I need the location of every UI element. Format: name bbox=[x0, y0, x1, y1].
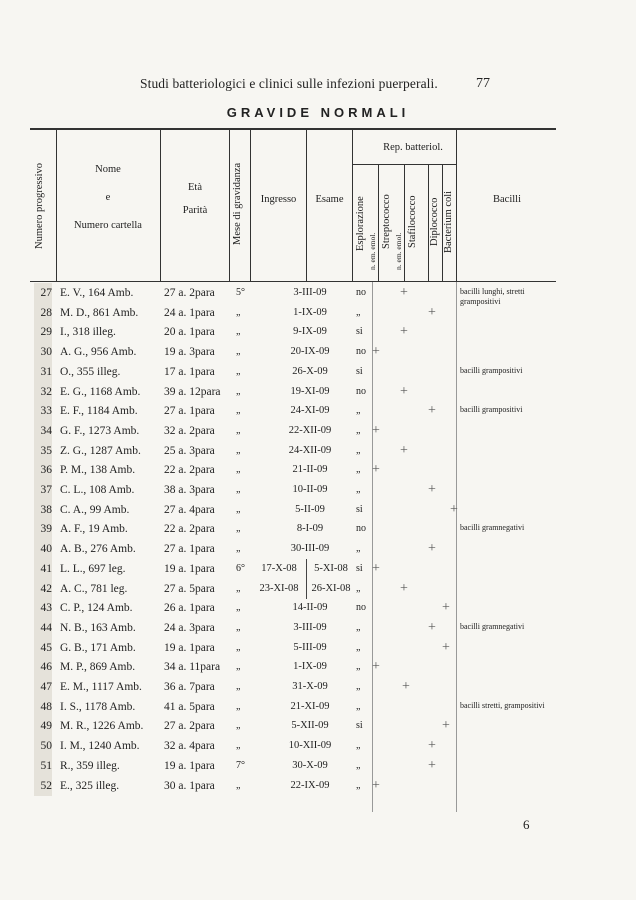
row-number: 27 bbox=[34, 283, 52, 303]
row-name: M. R., 1226 Amb. bbox=[60, 720, 144, 733]
row-eta-parita: 20 a. 1para bbox=[164, 326, 215, 339]
running-title: Studi batteriologici e clinici sulle infezioni puerperali. bbox=[140, 76, 438, 91]
table-header-rule bbox=[30, 281, 556, 282]
section-title: GRAVIDE NORMALI bbox=[226, 105, 410, 120]
row-name: C. P., 124 Amb. bbox=[60, 602, 133, 615]
row-name: C. A., 99 Amb. bbox=[60, 503, 130, 516]
row-number: 36 bbox=[34, 460, 52, 480]
row-eta-parita: 27 a. 1para bbox=[164, 543, 215, 556]
row-eta-parita: 27 a. 4para bbox=[164, 503, 215, 516]
col-header-nome: Nome bbox=[95, 164, 121, 175]
col-header-bacterium-coli: Bacterium coli bbox=[443, 190, 454, 254]
col-divider bbox=[229, 128, 230, 282]
row-ingresso: 24-XII-09 bbox=[288, 444, 332, 456]
table-top-rule-2 bbox=[30, 129, 556, 130]
row-mese: „ bbox=[236, 641, 241, 653]
row-esplorazione: no bbox=[356, 346, 366, 358]
row-ingresso: 1-IX-09 bbox=[293, 661, 327, 673]
row-name: A. C., 781 leg. bbox=[60, 582, 128, 595]
row-eta-parita: 36 a. 7para bbox=[164, 681, 215, 693]
positive-mark: + bbox=[428, 403, 436, 419]
row-name: E. V., 164 Amb. bbox=[60, 287, 134, 299]
row-eta-parita: 27 a. 1para bbox=[164, 405, 215, 418]
row-ingresso: 14-II-09 bbox=[292, 602, 328, 614]
row-name: E. G., 1168 Amb. bbox=[60, 385, 141, 398]
col-divider bbox=[56, 128, 57, 282]
col-header-rep-batteriol: Rep. batteriol. bbox=[383, 142, 443, 153]
table-row bbox=[0, 756, 636, 776]
table-row bbox=[0, 638, 636, 658]
row-ingresso: 30-X-09 bbox=[292, 759, 328, 771]
positive-mark: + bbox=[372, 422, 380, 438]
row-number: 35 bbox=[34, 441, 52, 461]
table-row bbox=[0, 716, 636, 736]
positive-mark: + bbox=[428, 738, 436, 754]
positive-mark: + bbox=[428, 482, 436, 497]
col-header-parita: Parità bbox=[182, 205, 208, 216]
row-ingresso: 31-X-09 bbox=[292, 681, 328, 692]
row-mese: 7° bbox=[236, 759, 245, 771]
row-bacilli: bacilli grampositivi bbox=[460, 365, 523, 375]
col-divider bbox=[378, 164, 379, 282]
row-number: 39 bbox=[34, 519, 52, 539]
row-esplorazione: no bbox=[356, 602, 366, 614]
table-row bbox=[0, 460, 636, 480]
col-header-bacilli: Bacilli bbox=[493, 194, 521, 205]
row-eta-parita: 22 a. 2para bbox=[164, 464, 215, 477]
row-mese: „ bbox=[236, 306, 241, 318]
row-bacilli: bacilli lunghi, stretti grampositivi bbox=[460, 287, 525, 306]
table-row bbox=[0, 618, 636, 638]
row-mese: „ bbox=[236, 385, 241, 397]
row-ingresso: 10-II-09 bbox=[292, 484, 328, 495]
row-mese: „ bbox=[236, 720, 241, 732]
table-row bbox=[0, 500, 636, 520]
footer-number: 6 bbox=[523, 817, 530, 832]
row-ingresso: 5-XII-09 bbox=[291, 720, 329, 732]
col-header-ingresso: Ingresso bbox=[260, 194, 297, 205]
row-eta-parita: 39 a. 12para bbox=[164, 385, 221, 398]
row-ingresso: 30-III-09 bbox=[290, 543, 330, 555]
row-name: G. B., 171 Amb. bbox=[60, 641, 136, 654]
table-row bbox=[0, 519, 636, 539]
table-row bbox=[0, 598, 636, 618]
row-esplorazione: „ bbox=[356, 444, 361, 456]
row-mese: „ bbox=[236, 621, 241, 633]
table-row bbox=[0, 382, 636, 402]
row-mese: 6° bbox=[236, 562, 245, 574]
row-bacilli: bacilli gramnegativi bbox=[460, 621, 525, 631]
row-ingresso: 8-I-09 bbox=[296, 523, 324, 535]
row-name: A. F., 19 Amb. bbox=[60, 523, 128, 536]
row-ingresso: 26-X-09 bbox=[292, 365, 328, 377]
col-header-nome-e: e bbox=[105, 192, 111, 203]
row-esplorazione: „ bbox=[356, 759, 361, 771]
positive-mark: + bbox=[372, 462, 380, 478]
row-mese: „ bbox=[236, 543, 241, 555]
row-esplorazione: „ bbox=[356, 484, 361, 495]
row-eta-parita: 38 a. 3para bbox=[164, 484, 215, 496]
col-header-strept-sub: n. em. emol. bbox=[368, 232, 377, 270]
row-name: G. F., 1273 Amb. bbox=[60, 424, 140, 437]
ingresso-esame-separator bbox=[306, 579, 307, 599]
positive-mark: + bbox=[442, 600, 450, 616]
row-eta-parita: 17 a. 1para bbox=[164, 365, 215, 378]
row-esplorazione: no bbox=[356, 287, 366, 298]
row-number: 32 bbox=[34, 382, 52, 402]
col-header-esame: Esame bbox=[315, 194, 344, 205]
table-row bbox=[0, 283, 636, 306]
table-row bbox=[0, 362, 636, 382]
row-eta-parita: 19 a. 1para bbox=[164, 759, 215, 772]
row-ingresso: 21-II-09 bbox=[292, 464, 328, 476]
row-number: 50 bbox=[34, 736, 52, 756]
row-mese: „ bbox=[236, 464, 241, 476]
row-eta-parita: 25 a. 3para bbox=[164, 444, 215, 457]
row-name: L. L., 697 leg. bbox=[60, 562, 126, 575]
row-eta-parita: 41 a. 5para bbox=[164, 700, 215, 713]
row-name: O., 355 illeg. bbox=[60, 365, 121, 378]
col-divider bbox=[352, 128, 353, 282]
row-number: 44 bbox=[34, 618, 52, 638]
row-esplorazione: si bbox=[356, 720, 363, 732]
row-mese: „ bbox=[236, 484, 241, 495]
row-mese: „ bbox=[236, 602, 241, 614]
row-name: C. L., 108 Amb. bbox=[60, 484, 135, 496]
row-number: 30 bbox=[34, 342, 52, 362]
col-divider bbox=[160, 128, 161, 282]
row-mese: „ bbox=[236, 444, 241, 456]
col-header-stafilococco: Stafilococco bbox=[407, 195, 418, 249]
table-row bbox=[0, 776, 636, 796]
row-eta-parita: 27 a. 5para bbox=[164, 582, 215, 595]
col-header-numero-cartella: Numero cartella bbox=[74, 220, 142, 231]
row-eta-parita: 32 a. 4para bbox=[164, 740, 215, 753]
row-esplorazione: no bbox=[356, 523, 366, 535]
table-row bbox=[0, 401, 636, 421]
row-name: M. P., 869 Amb. bbox=[60, 661, 136, 674]
col-header-eta: Età bbox=[188, 182, 202, 193]
row-ingresso: 22-XII-09 bbox=[288, 424, 332, 436]
row-esplorazione: „ bbox=[356, 681, 361, 692]
row-eta-parita: 34 a. 11para bbox=[164, 661, 221, 674]
row-name: P. M., 138 Amb. bbox=[60, 464, 136, 477]
row-mese: „ bbox=[236, 346, 241, 358]
col-header-streptococco: Streptococco bbox=[381, 194, 392, 250]
table-row bbox=[0, 480, 636, 500]
row-ingresso: 23-XI-08 bbox=[259, 582, 299, 594]
row-esplorazione: „ bbox=[356, 424, 361, 436]
row-mese: „ bbox=[236, 424, 241, 436]
positive-mark: + bbox=[428, 304, 436, 320]
row-ingresso: 3-III-09 bbox=[293, 287, 327, 298]
col-header-numero-progressivo: Numero progressivo bbox=[34, 162, 45, 250]
row-mese: „ bbox=[236, 740, 241, 752]
row-number: 29 bbox=[34, 322, 52, 342]
row-eta-parita: 26 a. 1para bbox=[164, 602, 215, 615]
row-number: 48 bbox=[34, 697, 52, 717]
row-esame: 5-XI-08 bbox=[314, 562, 348, 574]
row-number: 49 bbox=[34, 716, 52, 736]
row-number: 28 bbox=[34, 303, 52, 323]
row-mese: „ bbox=[236, 523, 241, 535]
positive-mark: + bbox=[372, 777, 380, 793]
row-esplorazione: „ bbox=[356, 779, 361, 791]
positive-mark: + bbox=[400, 442, 408, 458]
table-row bbox=[0, 657, 636, 677]
row-esplorazione: „ bbox=[356, 740, 361, 752]
page-number: 77 bbox=[476, 76, 490, 91]
row-bacilli: bacilli gramnegativi bbox=[460, 523, 525, 533]
row-name: E. M., 1117 Amb. bbox=[60, 681, 142, 693]
row-eta-parita: 19 a. 1para bbox=[164, 562, 215, 575]
row-number: 47 bbox=[34, 677, 52, 697]
table-row bbox=[0, 421, 636, 441]
row-esplorazione: „ bbox=[356, 405, 361, 417]
row-eta-parita: 19 a. 3para bbox=[164, 346, 215, 359]
row-esplorazione: „ bbox=[356, 661, 361, 673]
positive-mark: + bbox=[400, 383, 408, 399]
row-eta-parita: 27 a. 2para bbox=[164, 287, 215, 299]
row-esplorazione: „ bbox=[356, 543, 361, 555]
row-number: 43 bbox=[34, 598, 52, 618]
row-esplorazione: „ bbox=[356, 464, 361, 476]
positive-mark: + bbox=[400, 580, 408, 596]
positive-mark: + bbox=[442, 639, 450, 655]
row-ingresso: 5-II-09 bbox=[295, 503, 325, 515]
row-bacilli: bacilli grampositivi bbox=[460, 405, 523, 415]
row-name: I., 318 illeg. bbox=[60, 326, 116, 339]
row-mese: „ bbox=[236, 681, 241, 692]
row-esplorazione: „ bbox=[356, 621, 361, 633]
row-ingresso: 19-XI-09 bbox=[290, 385, 330, 397]
row-esplorazione: si bbox=[356, 562, 363, 574]
row-name: I. M., 1240 Amb. bbox=[60, 740, 140, 753]
row-number: 46 bbox=[34, 657, 52, 677]
row-number: 42 bbox=[34, 579, 52, 599]
row-mese: 5° bbox=[236, 287, 245, 298]
row-ingresso: 24-XI-09 bbox=[290, 405, 330, 417]
row-number: 38 bbox=[34, 500, 52, 520]
positive-mark: + bbox=[428, 619, 436, 635]
row-ingresso: 21-XI-09 bbox=[290, 700, 330, 712]
row-number: 37 bbox=[34, 480, 52, 500]
row-name: I. S., 1178 Amb. bbox=[60, 700, 136, 713]
table-row bbox=[0, 441, 636, 461]
row-name: M. D., 861 Amb. bbox=[60, 306, 139, 319]
row-mese: „ bbox=[236, 365, 241, 377]
positive-mark: + bbox=[400, 285, 408, 300]
row-eta-parita: 32 a. 2para bbox=[164, 424, 215, 437]
row-number: 45 bbox=[34, 638, 52, 658]
col-header-diplococco: Diplococco bbox=[429, 197, 440, 247]
col-divider bbox=[456, 128, 457, 282]
row-mese: „ bbox=[236, 700, 241, 712]
row-bacilli: bacilli stretti, grampositivi bbox=[460, 700, 545, 710]
row-number: 34 bbox=[34, 421, 52, 441]
row-ingresso: 3-III-09 bbox=[293, 621, 327, 633]
positive-mark: + bbox=[402, 679, 410, 694]
row-mese: „ bbox=[236, 582, 241, 594]
row-eta-parita: 24 a. 3para bbox=[164, 621, 215, 634]
row-mese: „ bbox=[236, 779, 241, 791]
row-esplorazione: „ bbox=[356, 582, 361, 594]
table-row bbox=[0, 322, 636, 342]
row-eta-parita: 24 a. 1para bbox=[164, 306, 215, 319]
col-header-esplorazione: Esplorazione bbox=[355, 196, 366, 252]
positive-mark: + bbox=[372, 659, 380, 675]
row-ingresso: 9-IX-09 bbox=[293, 326, 327, 338]
table-row bbox=[0, 736, 636, 756]
row-ingresso: 17-X-08 bbox=[261, 562, 297, 574]
row-name: E., 325 illeg. bbox=[60, 779, 120, 792]
row-eta-parita: 19 a. 1para bbox=[164, 641, 215, 654]
row-mese: „ bbox=[236, 405, 241, 417]
row-mese: „ bbox=[236, 326, 241, 338]
row-name: A. G., 956 Amb. bbox=[60, 346, 137, 359]
positive-mark: + bbox=[442, 718, 450, 734]
row-esplorazione: „ bbox=[356, 700, 361, 712]
row-eta-parita: 22 a. 2para bbox=[164, 523, 215, 536]
table-row bbox=[0, 677, 636, 697]
row-name: Z. G., 1287 Amb. bbox=[60, 444, 141, 457]
row-eta-parita: 30 a. 1para bbox=[164, 779, 215, 792]
row-ingresso: 10-XII-09 bbox=[288, 740, 332, 752]
row-number: 52 bbox=[34, 776, 52, 796]
row-esame: 26-XI-08 bbox=[311, 582, 351, 594]
row-name: E. F., 1184 Amb. bbox=[60, 405, 138, 418]
row-number: 51 bbox=[34, 756, 52, 776]
table-row bbox=[0, 539, 636, 559]
row-ingresso: 22-IX-09 bbox=[290, 779, 330, 791]
table-row bbox=[0, 559, 636, 579]
row-number: 31 bbox=[34, 362, 52, 382]
row-esplorazione: „ bbox=[356, 641, 361, 653]
positive-mark: + bbox=[400, 324, 408, 340]
row-esplorazione: si bbox=[356, 365, 363, 377]
row-ingresso: 1-IX-09 bbox=[293, 306, 327, 318]
positive-mark: + bbox=[372, 560, 380, 576]
ingresso-esame-separator bbox=[306, 559, 307, 579]
positive-mark: + bbox=[450, 501, 458, 517]
row-name: R., 359 illeg. bbox=[60, 759, 120, 772]
row-number: 33 bbox=[34, 401, 52, 421]
row-ingresso: 5-III-09 bbox=[293, 641, 327, 653]
row-number: 41 bbox=[34, 559, 52, 579]
row-esplorazione: si bbox=[356, 503, 363, 515]
table-row bbox=[0, 342, 636, 362]
row-number: 40 bbox=[34, 539, 52, 559]
col-divider bbox=[404, 164, 405, 282]
positive-mark: + bbox=[428, 541, 436, 557]
row-esplorazione: si bbox=[356, 326, 363, 338]
table-row bbox=[0, 697, 636, 717]
row-name: A. B., 276 Amb. bbox=[60, 543, 136, 556]
row-esplorazione: no bbox=[356, 385, 366, 397]
row-ingresso: 20-IX-09 bbox=[290, 346, 330, 358]
row-esplorazione: „ bbox=[356, 306, 361, 318]
positive-mark: + bbox=[428, 757, 436, 773]
row-mese: „ bbox=[236, 503, 241, 515]
row-eta-parita: 27 a. 2para bbox=[164, 720, 215, 733]
positive-mark: + bbox=[372, 344, 380, 360]
table-row bbox=[0, 579, 636, 599]
row-name: N. B., 163 Amb. bbox=[60, 621, 136, 634]
col-header-staph-sub: n. em. emol. bbox=[394, 232, 403, 270]
table-row bbox=[0, 303, 636, 323]
col-header-mese: Mese di gravidanza bbox=[232, 162, 243, 246]
row-mese: „ bbox=[236, 661, 241, 673]
